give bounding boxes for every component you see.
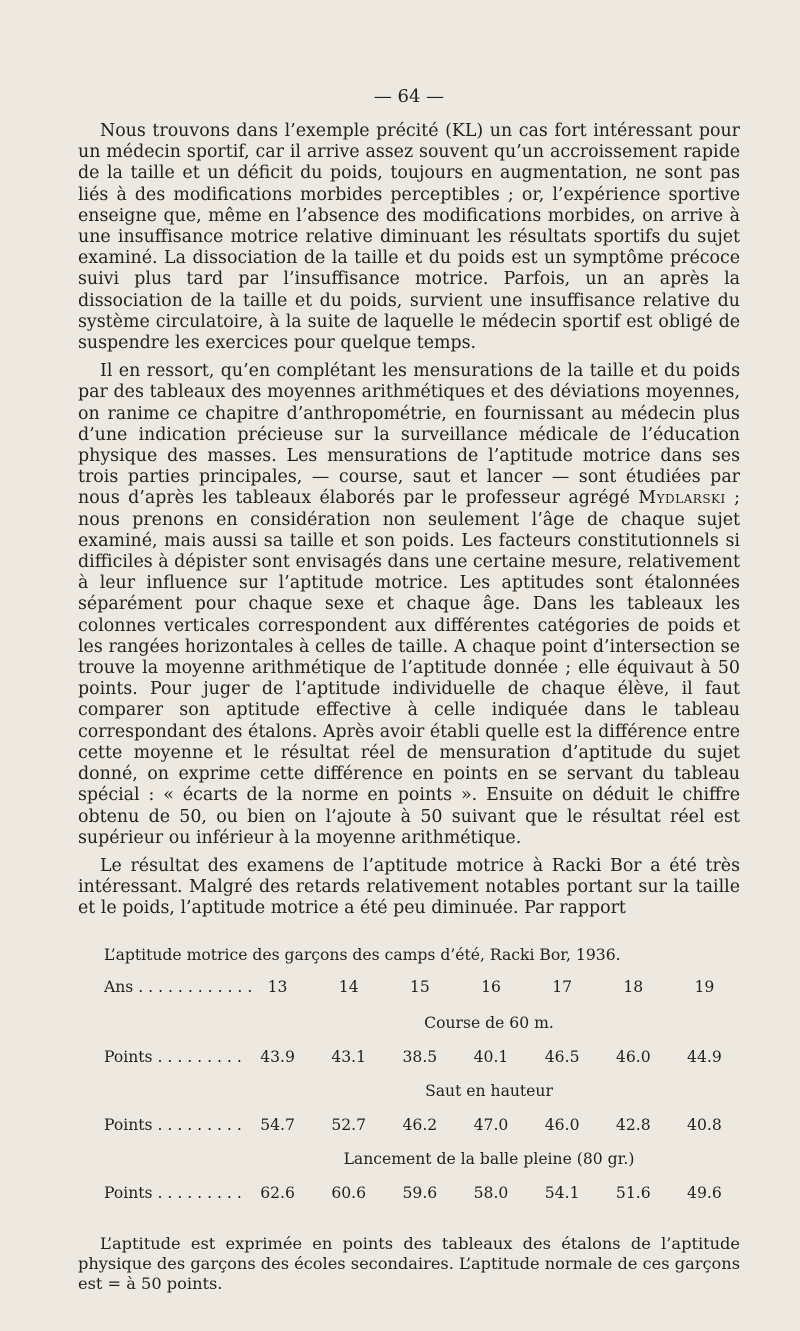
table-row-lancement bbox=[78, 1184, 740, 1206]
table-cell: 46.2 bbox=[402, 1115, 438, 1134]
paragraph-2 bbox=[78, 361, 740, 849]
table-cell: 52.7 bbox=[331, 1115, 367, 1134]
table-cell: 54.1 bbox=[544, 1183, 580, 1202]
age-cell: 14 bbox=[338, 977, 359, 996]
aptitude-table bbox=[78, 946, 740, 1206]
table-cell: 58.0 bbox=[473, 1183, 509, 1202]
row-label: Points . . . . . . . . . bbox=[104, 1183, 242, 1202]
paragraph-2-text-b: ; nous prenons en considération non seulement l’âge de chaque sujet examiné, mais aussi sa taille et son poids. Les facteurs constitutionnels si difficiles à dépister sont envisagés dans une certaine mesure, relativement à leur influence sur l’aptitude motrice. Les aptitudes sont étalonnées séparément pour chaque sexe et chaque âge. Dans les tableaux les colonnes verticales correspondent aux différentes catégories de poids et les rangées horizontales à celles de taille. A chaque point d’intersection se trouve la moyenne arithmétique de l’aptitude donnée ; elle équivaut à 50 points. Pour juger de l’aptitude individuelle de chaque élève, il faut comparer son aptitude effective à celle indiquée dans le tableau correspondant des étalons. Après avoir établi quelle est la différence entre cette moyenne et le résultat réel de mensuration d’aptitude du sujet donné, on exprime cette différence en points en se servant du tableau spécial : « écarts de la norme en points ». Ensuite on déduit le chiffre obtenu de 50, ou bien on l’ajoute à 50 suivant que le résultat réel est supérieur ou inférieur à la moyenne arithmétique. bbox=[78, 488, 740, 848]
age-cell: 17 bbox=[552, 977, 573, 996]
table-cell: 40.1 bbox=[473, 1047, 509, 1066]
age-cell: 16 bbox=[481, 977, 501, 996]
paragraph-1: Nous trouvons dans l’exemple précité (KL) un cas fort intéressant pour un médecin sportif, car il arrive assez souvent qu’un accroissement rapide de la taille et un déficit du poids, toujours en augmentation, ne sont pas liés à des modifications morbides perceptibles ; or, l’expérience sportive enseigne que, même en l’absence des modifications morbides, on arrive à une insuffisance motrice relative diminuant les résultats sportifs du sujet examiné. La dissociation de la taille et du poids est un symptôme précoce suivi plus tard par l’insuffisance motrice. Parfois, un an après la dissociation de la taille et du poids, survient une insuffisance relative du système circulatoire, à la suite de laquelle le médecin sportif est obligé de suspendre les exercices pour quelque temps. bbox=[78, 121, 740, 354]
age-cell: 18 bbox=[623, 977, 644, 996]
table-cell: 59.6 bbox=[402, 1183, 438, 1202]
page-number: — 64 — bbox=[373, 86, 445, 107]
table-cell: 49.6 bbox=[687, 1183, 722, 1202]
row-label: Points . . . . . . . . . bbox=[104, 1115, 242, 1134]
table-cell: 43.9 bbox=[260, 1047, 295, 1066]
table-cell: 46.0 bbox=[615, 1047, 651, 1066]
row-label: Points . . . . . . . . . bbox=[104, 1047, 242, 1066]
table-row-course bbox=[78, 1048, 740, 1070]
table-cell: 42.8 bbox=[615, 1115, 651, 1134]
section-heading-lancement: Lancement de la balle pleine (80 gr.) bbox=[343, 1149, 635, 1168]
section-heading-course: Course de 60 m. bbox=[424, 1013, 554, 1032]
paragraph-3: Le résultat des examens de l’aptitude motrice à Racki Bor a été très intéressant. Malgré des retards relativement notables portant sur la taille et le poids, l’aptitude motrice a été peu diminuée. Par rapport bbox=[78, 855, 740, 919]
table-cell: 44.9 bbox=[687, 1047, 722, 1066]
table-cell: 60.6 bbox=[331, 1183, 367, 1202]
table-cell: 43.1 bbox=[331, 1047, 367, 1066]
table-row-ages bbox=[78, 978, 740, 1000]
table-cell: 51.6 bbox=[615, 1183, 651, 1202]
table-title: L’aptitude motrice des garçons des camps d’été, Racki Bor, 1936. bbox=[104, 945, 621, 964]
author-name: Mydlarski bbox=[638, 488, 726, 509]
table-row-saut bbox=[78, 1116, 740, 1138]
section-heading-saut: Saut en hauteur bbox=[425, 1081, 553, 1100]
table-cell: 46.0 bbox=[544, 1115, 580, 1134]
paragraph-2-text-a: Il en ressort, qu’en complétant les mensurations de la taille et du poids par des tableaux des moyennes arithmétiques et des déviations moyennes, on ranime ce chapitre d’anthropométrie, en fournissant au médecin plus d’une indication précieuse sur la surveillance médicale de l’éducation physique des masses. Les mensurations de l’aptitude motrice dans ses trois parties principales, — course, saut et lancer — sont étudiées par nous d’après les tableaux élaborés par le professeur agrégé bbox=[78, 361, 740, 509]
row-label: Ans . . . . . . . . . . . . bbox=[104, 977, 253, 996]
age-cell: 13 bbox=[267, 977, 288, 996]
footnote: L’aptitude est exprimée en points des tableaux des étalons de l’aptitude physique des garçons des écoles secondaires. L’aptitude normale de ces garçons est = à 50 points. bbox=[78, 1233, 741, 1293]
table-cell: 46.5 bbox=[544, 1047, 580, 1066]
table-cell: 62.6 bbox=[260, 1183, 295, 1202]
table-cell: 38.5 bbox=[402, 1047, 438, 1066]
table-cell: 54.7 bbox=[260, 1115, 295, 1134]
table-cell: 47.0 bbox=[473, 1115, 509, 1134]
age-cell: 19 bbox=[694, 977, 715, 996]
table-cell: 40.8 bbox=[687, 1115, 722, 1134]
age-cell: 15 bbox=[409, 977, 430, 996]
